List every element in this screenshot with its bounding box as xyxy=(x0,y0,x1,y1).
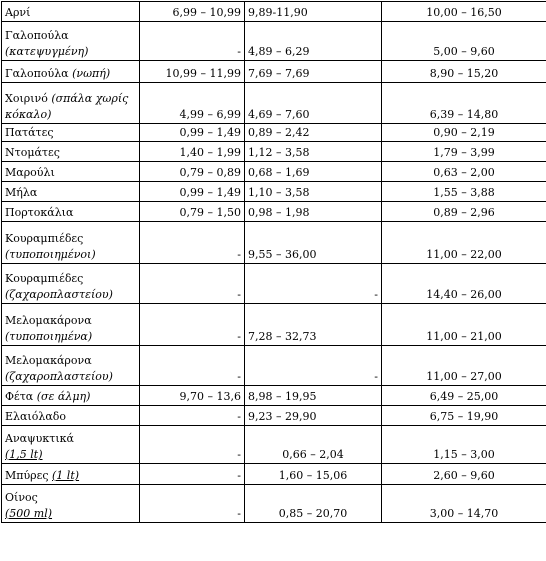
price-range-1: - xyxy=(140,406,245,426)
price-range-3: 3,00 – 14,70 xyxy=(382,485,546,523)
product-cell: Ντομάτες xyxy=(2,142,140,162)
product-cell: Ελαιόλαδο xyxy=(2,406,140,426)
product-cell: Μήλα xyxy=(2,182,140,202)
table-row xyxy=(2,202,546,222)
price-range-2: 4,89 – 6,29 xyxy=(245,22,382,61)
product-cell: Μπύρες (1 lt) xyxy=(2,464,140,485)
table-row xyxy=(2,83,546,124)
price-range-1: - xyxy=(140,464,245,485)
price-range-2: - xyxy=(245,264,382,304)
price-range-3: 11,00 – 22,00 xyxy=(382,222,546,264)
price-range-1: 10,99 – 11,99 xyxy=(140,61,245,83)
product-cell: Χοιρινό (σπάλα χωρίς κόκαλο) xyxy=(2,83,140,124)
product-cell: Αρνί xyxy=(2,2,140,22)
price-range-1: 0,99 – 1,49 xyxy=(140,124,245,142)
price-range-2: 0,66 – 2,04 xyxy=(245,426,382,464)
price-range-2: 0,85 – 20,70 xyxy=(245,485,382,523)
product-cell: Φέτα (σε άλμη) xyxy=(2,386,140,406)
table-row xyxy=(2,406,546,426)
price-range-2: 0,68 – 1,69 xyxy=(245,162,382,182)
product-cell: Αναψυκτικά (1,5 lt) xyxy=(2,426,140,464)
product-cell: Γαλοπούλα (κατεψυγμένη) xyxy=(2,22,140,61)
price-range-3: 0,89 – 2,96 xyxy=(382,202,546,222)
price-range-1: 0,79 – 1,50 xyxy=(140,202,245,222)
product-cell: Γαλοπούλα (νωπή) xyxy=(2,61,140,83)
table-row xyxy=(2,386,546,406)
price-range-3: 6,39 – 14,80 xyxy=(382,83,546,124)
price-range-3: 1,15 – 3,00 xyxy=(382,426,546,464)
product-cell: Οίνος (500 ml) xyxy=(2,485,140,523)
price-range-2: 9,55 – 36,00 xyxy=(245,222,382,264)
product-cell: Μελομακάρονα (τυποποιημένα) xyxy=(2,304,140,346)
table-row xyxy=(2,61,546,83)
price-range-1: 0,79 – 0,89 xyxy=(140,162,245,182)
price-range-3: 11,00 – 27,00 xyxy=(382,346,546,386)
price-range-3: 14,40 – 26,00 xyxy=(382,264,546,304)
price-range-2: 4,69 – 7,60 xyxy=(245,83,382,124)
price-range-2: 1,10 – 3,58 xyxy=(245,182,382,202)
price-range-2: 7,69 – 7,69 xyxy=(245,61,382,83)
price-range-2: 7,28 – 32,73 xyxy=(245,304,382,346)
price-range-1: - xyxy=(140,304,245,346)
price-range-1: - xyxy=(140,222,245,264)
price-range-1: 9,70 – 13,6 xyxy=(140,386,245,406)
price-range-3: 10,00 – 16,50 xyxy=(382,2,546,22)
price-range-3: 6,49 – 25,00 xyxy=(382,386,546,406)
price-range-3: 1,55 – 3,88 xyxy=(382,182,546,202)
price-range-2: 9,23 – 29,90 xyxy=(245,406,382,426)
table-row xyxy=(2,222,546,264)
price-range-2: 1,60 – 15,06 xyxy=(245,464,382,485)
price-range-3: 1,79 – 3,99 xyxy=(382,142,546,162)
table-row xyxy=(2,142,546,162)
price-range-1: 6,99 – 10,99 xyxy=(140,2,245,22)
table-row xyxy=(2,346,546,386)
price-range-1: - xyxy=(140,22,245,61)
price-range-2: 0,89 – 2,42 xyxy=(245,124,382,142)
table-row xyxy=(2,464,546,485)
price-range-1: - xyxy=(140,346,245,386)
price-range-3: 2,60 – 9,60 xyxy=(382,464,546,485)
price-range-2: 8,98 – 19,95 xyxy=(245,386,382,406)
price-range-2: - xyxy=(245,346,382,386)
price-range-3: 5,00 – 9,60 xyxy=(382,22,546,61)
price-range-1: - xyxy=(140,426,245,464)
table-row xyxy=(2,264,546,304)
price-range-2: 0,98 – 1,98 xyxy=(245,202,382,222)
table-row xyxy=(2,426,546,464)
product-cell: Πατάτες xyxy=(2,124,140,142)
price-range-2: 9,89-11,90 xyxy=(245,2,382,22)
price-range-3: 11,00 – 21,00 xyxy=(382,304,546,346)
price-range-1: 1,40 – 1,99 xyxy=(140,142,245,162)
price-range-3: 8,90 – 15,20 xyxy=(382,61,546,83)
table-row xyxy=(2,124,546,142)
product-cell: Μελομακάρονα (ζαχαροπλαστείου) xyxy=(2,346,140,386)
table-row xyxy=(2,2,546,22)
product-cell: Κουραμπιέδες (ζαχαροπλαστείου) xyxy=(2,264,140,304)
price-range-3: 6,75 – 19,90 xyxy=(382,406,546,426)
price-range-1: - xyxy=(140,264,245,304)
table-row xyxy=(2,485,546,523)
product-cell: Πορτοκάλια xyxy=(2,202,140,222)
price-range-1: - xyxy=(140,485,245,523)
price-range-1: 4,99 – 6,99 xyxy=(140,83,245,124)
price-range-3: 0,63 – 2,00 xyxy=(382,162,546,182)
table-row xyxy=(2,182,546,202)
table-row xyxy=(2,22,546,61)
price-table xyxy=(1,1,546,523)
table-row xyxy=(2,162,546,182)
price-range-3: 0,90 – 2,19 xyxy=(382,124,546,142)
product-cell: Μαρούλι xyxy=(2,162,140,182)
product-cell: Κουραμπιέδες (τυποποιημένοι) xyxy=(2,222,140,264)
price-range-1: 0,99 – 1,49 xyxy=(140,182,245,202)
price-range-2: 1,12 – 3,58 xyxy=(245,142,382,162)
table-row xyxy=(2,304,546,346)
